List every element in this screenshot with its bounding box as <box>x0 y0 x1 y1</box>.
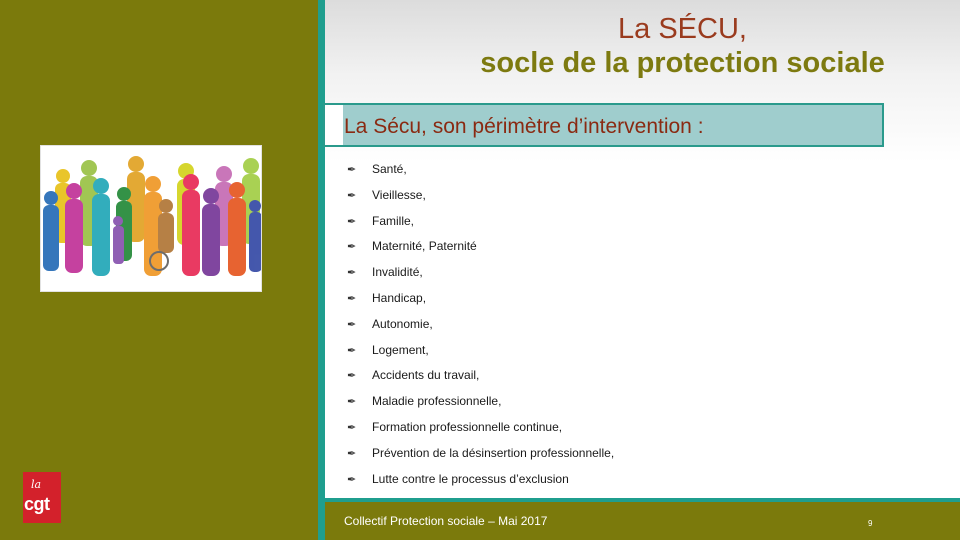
page-number: 9 <box>868 519 873 528</box>
people-silhouettes-image <box>40 145 262 292</box>
pen-bullet-icon: ✒ <box>347 370 357 383</box>
list-item: ✒ Santé, <box>347 157 614 183</box>
logo-text-main: cgt <box>24 494 50 514</box>
vertical-divider <box>318 0 325 540</box>
list-item: ✒ Handicap, <box>347 286 614 312</box>
list-item: ✒ Lutte contre le processus d’exclusion <box>347 467 614 493</box>
title-line-1: La SÉCU, <box>618 13 747 45</box>
pen-bullet-icon: ✒ <box>347 215 357 228</box>
list-item: ✒ Accidents du travail, <box>347 363 614 389</box>
section-heading: La Sécu, son périmètre d’intervention : <box>344 115 704 138</box>
pen-bullet-icon: ✒ <box>347 447 357 460</box>
logo-text-small: la <box>31 478 42 491</box>
slide-title <box>325 12 960 80</box>
list-item: ✒ Maternité, Paternité <box>347 234 614 260</box>
list-item: ✒ Autonomie, <box>347 312 614 338</box>
cgt-logo <box>23 472 61 523</box>
list-item: ✒ Prévention de la désinsertion professionnelle, <box>347 441 614 467</box>
section-heading-box <box>323 103 884 147</box>
coverage-list <box>347 157 614 492</box>
pen-bullet-icon: ✒ <box>347 473 357 486</box>
list-item: ✒ Vieillesse, <box>347 183 614 209</box>
pen-bullet-icon: ✒ <box>347 292 357 305</box>
pen-bullet-icon: ✒ <box>347 267 357 280</box>
pen-bullet-icon: ✒ <box>347 189 357 202</box>
title-line-2: socle de la protection sociale <box>480 47 885 79</box>
list-item: ✒ Maladie professionnelle, <box>347 389 614 415</box>
list-item: ✒ Logement, <box>347 338 614 364</box>
pen-bullet-icon: ✒ <box>347 344 357 357</box>
pen-bullet-icon: ✒ <box>347 318 357 331</box>
pen-bullet-icon: ✒ <box>347 241 357 254</box>
pen-bullet-icon: ✒ <box>347 164 357 176</box>
pen-bullet-icon: ✒ <box>347 396 357 409</box>
people-silhouettes-icon <box>41 146 262 292</box>
list-item: ✒ Invalidité, <box>347 260 614 286</box>
pen-bullet-icon: ✒ <box>347 421 357 434</box>
list-item: ✒ Famille, <box>347 209 614 235</box>
footer-text: Collectif Protection sociale – Mai 2017 <box>344 514 548 528</box>
list-item: ✒ Formation professionnelle continue, <box>347 415 614 441</box>
